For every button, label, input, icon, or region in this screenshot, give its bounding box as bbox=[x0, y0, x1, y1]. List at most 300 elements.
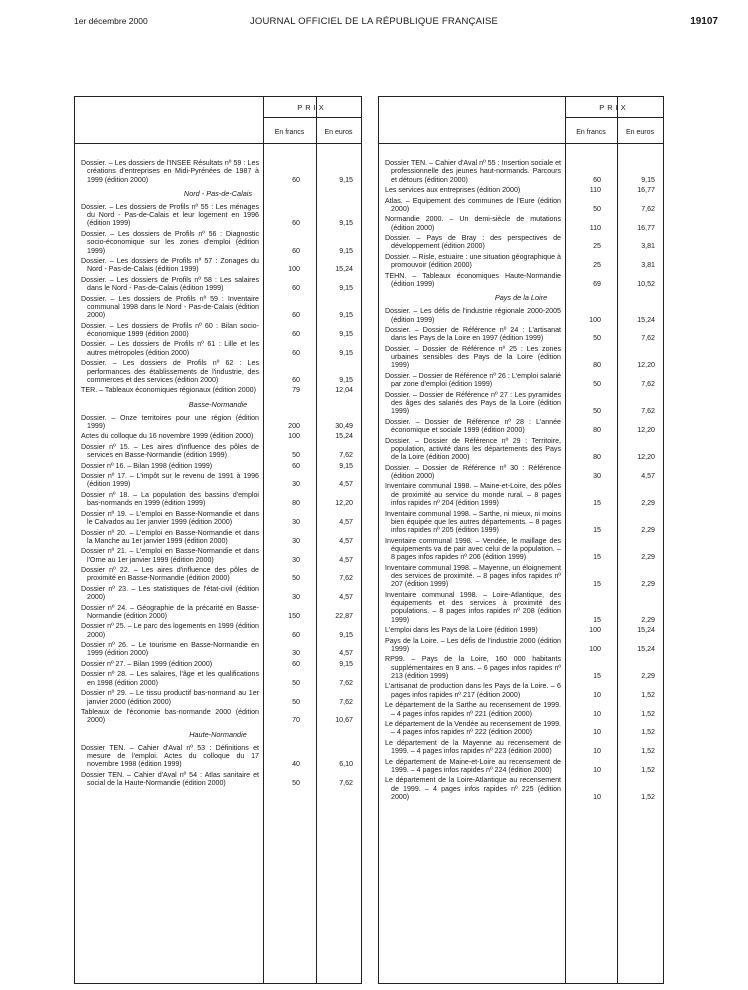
table-row bbox=[379, 418, 663, 435]
price-euros: 16,77 bbox=[637, 186, 655, 195]
publication-description bbox=[75, 462, 263, 470]
description-text: Dossier. – Dossier de Référence nº 26 : L'emploi salarié par zone d'emploi (édition 1999) bbox=[385, 371, 561, 389]
price-euros: 2,29 bbox=[641, 580, 655, 589]
publication-description bbox=[379, 591, 565, 624]
table-row bbox=[75, 295, 361, 320]
price-euros: 9,15 bbox=[641, 175, 655, 184]
publication-description bbox=[75, 230, 263, 255]
section-heading: Basse-Normandie bbox=[188, 399, 248, 409]
description-text: Inventaire communal 1998. – Vendée, le maillage des équipements va de pair avec celui de la population. – 8 pages infos rapides nº 206 (édition 1999) bbox=[385, 536, 561, 562]
description-text: L'emploi dans les Pays de la Loire (édition 1999) bbox=[385, 626, 538, 635]
description-text: Dossier. – Dossier de Référence nº 28 : L'année économique et sociale 1999 (édition 2000) bbox=[385, 417, 561, 435]
publication-description bbox=[75, 295, 263, 320]
price-francs: 50 bbox=[593, 407, 601, 416]
euros-header: En euros bbox=[324, 129, 353, 136]
price-francs: 10 bbox=[593, 709, 601, 718]
description-text: Dossier nº 28. – Les salaires, l'âge et les qualifications en 1998 (édition 2000) bbox=[81, 670, 259, 687]
description-text: Dossier nº 18. – La population des bassins d'emploi bas-normands en 1999 (édition 1999) bbox=[81, 490, 259, 508]
publication-description bbox=[75, 547, 263, 564]
price-francs: 15 bbox=[593, 499, 601, 508]
price-francs: 79 bbox=[292, 386, 300, 395]
publication-description bbox=[75, 276, 263, 293]
price-euros: 15,24 bbox=[637, 644, 655, 653]
price-euros: 3,81 bbox=[641, 242, 655, 251]
price-euros: 12,20 bbox=[637, 453, 655, 462]
description-text: Dossier nº 21. – L'emploi en Basse-Normandie et dans l'Orne au 1er janvier 1999 (édition 2000) bbox=[81, 547, 259, 564]
table-row bbox=[379, 591, 663, 624]
price-euros: 1,52 bbox=[641, 709, 655, 718]
description-text: TER. – Tableaux économiques régionaux (édition 2000) bbox=[81, 386, 256, 395]
table-row bbox=[379, 655, 663, 680]
description-text: Actes du colloque du 16 novembre 1999 (édition 2000) bbox=[81, 432, 254, 441]
description-text: Dossier. – Les dossiers de Profils nº 56 : Diagnostic socio-économique sur les zones d'emploi (édition 1999) bbox=[81, 229, 259, 255]
description-text: Dossier. – Les dossiers de Profils nº 58 : Les salaires dans le Nord - Pas-de-Calais (édition 1999) bbox=[81, 275, 259, 293]
price-euros: 9,15 bbox=[339, 175, 353, 184]
price-euros: 2,29 bbox=[641, 671, 655, 680]
publication-description bbox=[379, 197, 565, 214]
price-euros: 4,57 bbox=[339, 480, 353, 489]
price-euros: 12,20 bbox=[637, 361, 655, 370]
price-francs: 30 bbox=[292, 518, 300, 527]
header-divider bbox=[379, 143, 663, 144]
price-euros: 22,87 bbox=[335, 611, 353, 620]
publication-description bbox=[75, 604, 263, 621]
price-francs: 60 bbox=[292, 311, 300, 320]
price-euros: 9,15 bbox=[339, 659, 353, 668]
description-text: Dossier. – Les dossiers de Profils nº 61 : Lille et les autres métropoles (édition 2000) bbox=[81, 340, 259, 357]
price-euros: 4,57 bbox=[339, 593, 353, 602]
price-euros: 2,29 bbox=[641, 553, 655, 562]
prix-header: PRIX bbox=[599, 103, 629, 112]
publication-description bbox=[75, 529, 263, 546]
price-francs: 60 bbox=[292, 659, 300, 668]
table-row bbox=[75, 529, 361, 546]
publication-description bbox=[379, 272, 565, 289]
description-text: RP99. – Pays de la Loire, 160 000 habitants supplémentaires en 9 ans. – 6 pages infos rapides nº 213 (édition 1999) bbox=[385, 655, 561, 680]
publication-description bbox=[75, 386, 263, 394]
publication-description bbox=[75, 641, 263, 658]
description-text: Dossier nº 23. – Les statistiques de l'état-civil (édition 2000) bbox=[81, 584, 259, 602]
price-francs: 60 bbox=[292, 329, 300, 338]
price-euros: 2,29 bbox=[641, 615, 655, 624]
francs-header: En francs bbox=[274, 129, 305, 136]
publication-description bbox=[379, 482, 565, 507]
description-text: Dossier TEN. – Cahier d'Aval nº 55 : Insertion sociale et professionnelle des jeunes haut-normands. Parcours et détours (édition 2000) bbox=[385, 159, 561, 184]
table-row bbox=[75, 276, 361, 293]
price-euros: 10,67 bbox=[335, 716, 353, 725]
table-row bbox=[379, 701, 663, 718]
description-text: Dossier. – Les dossiers de Profils nº 57 : Zonages du Nord - Pas-de-Calais (édition 1999) bbox=[81, 257, 259, 274]
table-row bbox=[75, 670, 361, 687]
description-text: Dossier nº 16. – Bilan 1998 (édition 1999) bbox=[81, 461, 213, 470]
publication-description bbox=[75, 359, 263, 384]
price-francs: 10 bbox=[593, 690, 601, 699]
price-euros: 2,29 bbox=[641, 499, 655, 508]
publication-description bbox=[379, 234, 565, 251]
price-euros: 2,29 bbox=[641, 526, 655, 535]
publication-description bbox=[379, 510, 565, 535]
price-euros: 4,57 bbox=[641, 471, 655, 480]
price-euros: 10,52 bbox=[637, 279, 655, 288]
table-row bbox=[75, 641, 361, 658]
table-row bbox=[379, 326, 663, 343]
table-row bbox=[75, 472, 361, 489]
price-francs: 100 bbox=[589, 626, 601, 635]
price-euros: 15,24 bbox=[637, 626, 655, 635]
publication-description bbox=[75, 708, 263, 725]
description-text: Dossier. – Dossier de Référence nº 25 : Les zones urbaines sensibles des Pays de la Loire (édition 1999) bbox=[385, 344, 561, 370]
table-row bbox=[379, 197, 663, 214]
publication-description bbox=[379, 682, 565, 699]
publication-description bbox=[75, 566, 263, 583]
price-euros: 7,62 bbox=[641, 380, 655, 389]
publication-description bbox=[379, 391, 565, 416]
publication-description bbox=[75, 159, 263, 184]
price-euros: 1,52 bbox=[641, 690, 655, 699]
price-francs: 60 bbox=[593, 175, 601, 184]
price-francs: 50 bbox=[292, 678, 300, 687]
price-euros: 9,15 bbox=[339, 284, 353, 293]
publication-description bbox=[75, 660, 263, 668]
table-row bbox=[379, 510, 663, 535]
price-euros: 4,57 bbox=[339, 649, 353, 658]
price-euros: 7,62 bbox=[641, 407, 655, 416]
table-row bbox=[75, 386, 361, 394]
price-euros: 4,57 bbox=[339, 518, 353, 527]
price-euros: 7,62 bbox=[339, 778, 353, 787]
price-euros: 9,15 bbox=[339, 219, 353, 228]
publication-description bbox=[75, 414, 263, 431]
price-francs: 10 bbox=[593, 792, 601, 801]
table-row bbox=[75, 566, 361, 583]
price-francs: 60 bbox=[292, 284, 300, 293]
price-francs: 100 bbox=[288, 432, 300, 441]
description-text: Le département de la Vendée au recensement de 1999. – 4 pages infos rapides nº 222 (édition 2000) bbox=[385, 720, 561, 737]
publication-description bbox=[379, 701, 565, 718]
price-euros: 1,52 bbox=[641, 728, 655, 737]
table-row bbox=[75, 547, 361, 564]
table-row bbox=[379, 682, 663, 699]
table-row bbox=[75, 443, 361, 460]
price-euros: 6,10 bbox=[339, 760, 353, 769]
publication-description bbox=[379, 537, 565, 562]
description-text: Inventaire communal 1998. – Maine-et-Loire, des pôles de proximité au service du monde rural. – 8 pages infos rapides nº 204 (édition 1999) bbox=[385, 482, 561, 508]
price-euros: 7,62 bbox=[641, 204, 655, 213]
description-text: Dossier nº 29. – Le tissu productif bas-normand au 1er janvier 2000 (édition 2000) bbox=[81, 689, 259, 706]
price-euros: 7,62 bbox=[339, 678, 353, 687]
table-row bbox=[379, 372, 663, 389]
table-row bbox=[379, 234, 663, 251]
publication-description bbox=[75, 491, 263, 508]
price-euros: 12,20 bbox=[335, 499, 353, 508]
publication-description bbox=[75, 622, 263, 639]
publication-description bbox=[75, 585, 263, 602]
publication-description bbox=[379, 655, 565, 680]
price-euros: 9,15 bbox=[339, 246, 353, 255]
price-francs: 80 bbox=[292, 499, 300, 508]
price-francs: 50 bbox=[292, 574, 300, 583]
table-body bbox=[379, 159, 663, 803]
table-row bbox=[379, 564, 663, 589]
publication-description bbox=[379, 720, 565, 737]
description-text: Le département de la Loire-Atlantique au recensement de 1999. – 4 pages infos rapides nº 225 (édition 2000) bbox=[385, 776, 561, 801]
table-row bbox=[75, 359, 361, 384]
publication-description bbox=[379, 637, 565, 654]
table-row bbox=[379, 307, 663, 324]
price-table-left bbox=[74, 96, 362, 984]
price-euros: 7,62 bbox=[339, 451, 353, 460]
publication-description bbox=[379, 307, 565, 324]
page-number: 19107 bbox=[690, 16, 718, 27]
journal-title: JOURNAL OFFICIEL DE LA RÉPUBLIQUE FRANÇAISE bbox=[249, 16, 499, 27]
table-row bbox=[75, 322, 361, 339]
publication-description bbox=[379, 418, 565, 435]
price-francs: 30 bbox=[292, 480, 300, 489]
table-row bbox=[379, 464, 663, 481]
table-row bbox=[379, 637, 663, 654]
price-francs: 69 bbox=[593, 279, 601, 288]
section-heading: Pays de la Loire bbox=[494, 293, 548, 303]
section-heading: Nord - Pas-de-Calais bbox=[183, 188, 253, 198]
table-row bbox=[75, 230, 361, 255]
publication-description bbox=[379, 437, 565, 462]
publication-description bbox=[75, 771, 263, 788]
publication-description bbox=[379, 372, 565, 389]
price-euros: 1,52 bbox=[641, 765, 655, 774]
table-row bbox=[379, 345, 663, 370]
table-row bbox=[379, 776, 663, 801]
description-text: Dossier TEN. – Cahier d'Aval nº 54 : Atlas sanitaire et social de la Haute-Normandie (édition 2000) bbox=[81, 770, 259, 787]
publication-description bbox=[379, 776, 565, 801]
price-francs: 40 bbox=[292, 760, 300, 769]
description-text: Pays de la Loire. – Les défis de l'industrie 2000 (édition 1999) bbox=[385, 636, 561, 653]
price-euros: 9,15 bbox=[339, 630, 353, 639]
description-text: Dossier. – Pays de Bray : des perspectives de développement (édition 2000) bbox=[385, 234, 561, 251]
price-francs: 60 bbox=[292, 175, 300, 184]
header-divider bbox=[565, 117, 663, 118]
publication-description bbox=[75, 689, 263, 706]
table-row bbox=[75, 604, 361, 621]
table-row bbox=[379, 391, 663, 416]
table-row bbox=[379, 186, 663, 194]
price-francs: 50 bbox=[292, 778, 300, 787]
table-row bbox=[75, 203, 361, 228]
price-francs: 60 bbox=[292, 630, 300, 639]
price-francs: 100 bbox=[288, 265, 300, 274]
price-francs: 50 bbox=[292, 697, 300, 706]
description-text: Dossier nº 26. – Le tourisme en Basse-Normandie en 1999 (édition 2000) bbox=[81, 641, 259, 658]
description-text: Le département de la Mayenne au recensement de 1999. – 4 pages infos rapides nº 223 (édition 2000) bbox=[385, 738, 561, 756]
price-euros: 15,24 bbox=[637, 315, 655, 324]
publication-description bbox=[75, 510, 263, 527]
description-text: Inventaire communal 1998. – Mayenne, un éloignement des services de proximité. – 8 pages infos rapides nº 207 (édition 1999) bbox=[385, 563, 561, 589]
description-text: Atlas. – Equipement des communes de l'Eure (édition 2000) bbox=[385, 196, 561, 213]
table-row bbox=[75, 689, 361, 706]
description-text: Les services aux entreprises (édition 2000) bbox=[385, 186, 521, 195]
page-header bbox=[0, 16, 748, 32]
price-francs: 10 bbox=[593, 765, 601, 774]
price-euros: 15,24 bbox=[335, 265, 353, 274]
price-francs: 60 bbox=[292, 461, 300, 470]
description-text: Inventaire communal 1998. – Loire-Atlantique, des équipements et des services à proximité des populations. – 8 pages infos rapides nº 208 (édition 1999) bbox=[385, 590, 561, 624]
publication-description bbox=[75, 443, 263, 460]
price-francs: 100 bbox=[589, 644, 601, 653]
description-text: Dossier nº 17. – L'impôt sur le revenu de 1991 à 1996 (édition 1999) bbox=[81, 472, 259, 489]
description-text: Inventaire communal 1998. – Sarthe, ni mieux, ni moins bien équipée que les autres départements. – 8 pages infos rapides nº 205 (édition 1999) bbox=[385, 509, 561, 535]
header-date: 1er décembre 2000 bbox=[74, 16, 148, 26]
description-text: Tableaux de l'économie bas-normande 2000 (édition 2000) bbox=[81, 708, 259, 725]
price-francs: 100 bbox=[589, 315, 601, 324]
description-text: Dossier. – Dossier de Référence nº 30 : Référence (édition 2000) bbox=[385, 463, 561, 480]
price-francs: 50 bbox=[292, 451, 300, 460]
publication-description bbox=[75, 203, 263, 228]
price-francs: 110 bbox=[589, 223, 601, 232]
publication-description bbox=[379, 758, 565, 775]
price-euros: 9,15 bbox=[339, 329, 353, 338]
publication-description bbox=[379, 159, 565, 184]
price-francs: 200 bbox=[288, 421, 300, 430]
publication-description bbox=[75, 257, 263, 274]
description-text: Dossier nº 24. – Géographie de la précarité en Basse-Normandie (édition 2000) bbox=[81, 603, 259, 620]
table-row bbox=[75, 510, 361, 527]
description-text: Dossier. – Dossier de Référence nº 29 : Territoire, population, activité dans les départements des Pays de la Loire (édition 2000) bbox=[385, 436, 561, 462]
table-row bbox=[75, 340, 361, 357]
price-euros: 9,15 bbox=[339, 461, 353, 470]
publication-description bbox=[75, 322, 263, 339]
price-francs: 70 bbox=[292, 716, 300, 725]
price-francs: 150 bbox=[288, 611, 300, 620]
price-francs: 60 bbox=[292, 219, 300, 228]
table-row bbox=[75, 414, 361, 431]
publication-description bbox=[75, 472, 263, 489]
publication-description bbox=[379, 326, 565, 343]
price-francs: 30 bbox=[292, 649, 300, 658]
francs-header: En francs bbox=[576, 129, 606, 136]
price-euros: 4,57 bbox=[339, 536, 353, 545]
publication-description bbox=[75, 432, 263, 440]
description-text: Dossier. – Les défis de l'industrie régionale 2000-2005 (édition 1999) bbox=[385, 307, 561, 324]
price-table-right bbox=[378, 96, 664, 984]
prix-header: PRIX bbox=[297, 103, 327, 112]
table-row bbox=[75, 257, 361, 274]
table-row bbox=[75, 771, 361, 788]
description-text: Dossier. – Les dossiers de Profils nº 55 : Les ménages du Nord - Pas-de-Calais et leur logement en 1996 (édition 1999) bbox=[81, 202, 259, 228]
description-text: Dossier nº 25. – Le parc des logements en 1999 (édition 2000) bbox=[81, 622, 259, 639]
price-euros: 12,20 bbox=[637, 426, 655, 435]
table-row bbox=[379, 437, 663, 462]
price-francs: 15 bbox=[593, 553, 601, 562]
price-francs: 30 bbox=[292, 555, 300, 564]
publication-description bbox=[75, 744, 263, 769]
description-text: Dossier. – Les dossiers de l'INSEE Résultats nº 59 : Les créations d'entreprises en Midi-Pyrénées de 1987 à 1999 (édition 2000) bbox=[81, 159, 259, 184]
description-text: L'artisanat de production dans les Pays de la Loire. – 6 pages infos rapides nº 217 (édition 2000) bbox=[385, 682, 561, 699]
price-euros: 7,62 bbox=[339, 574, 353, 583]
table-row bbox=[379, 253, 663, 270]
price-euros: 1,52 bbox=[641, 747, 655, 756]
description-text: Dossier. – Dossier de Référence nº 27 : Les pyramides des âges des salariés des Pays de la Loire (édition 1999) bbox=[385, 390, 561, 416]
price-euros: 9,15 bbox=[339, 311, 353, 320]
publication-description bbox=[379, 464, 565, 481]
euros-header: En euros bbox=[625, 129, 655, 136]
table-row bbox=[75, 585, 361, 602]
publication-description bbox=[75, 340, 263, 357]
price-euros: 9,15 bbox=[339, 348, 353, 357]
price-francs: 15 bbox=[593, 615, 601, 624]
price-francs: 30 bbox=[292, 536, 300, 545]
price-euros: 12,04 bbox=[335, 386, 353, 395]
description-text: Dossier nº 27. – Bilan 1999 (édition 2000) bbox=[81, 659, 213, 668]
publication-description bbox=[379, 739, 565, 756]
price-francs: 15 bbox=[593, 580, 601, 589]
price-francs: 15 bbox=[593, 671, 601, 680]
price-francs: 10 bbox=[593, 728, 601, 737]
price-francs: 25 bbox=[593, 242, 601, 251]
table-row bbox=[379, 215, 663, 232]
description-text: Le département de la Sarthe au recensement de 1999. – 4 pages infos rapides nº 221 (édition 2000) bbox=[385, 701, 561, 718]
description-text: Dossier. – Risle, estuaire : une situation géographique à promouvoir (édition 2000) bbox=[385, 252, 561, 270]
table-row bbox=[75, 462, 361, 470]
price-euros: 9,15 bbox=[339, 375, 353, 384]
publication-description bbox=[379, 215, 565, 232]
price-francs: 25 bbox=[593, 261, 601, 270]
description-text: Dossier. – Onze territoires pour une région (édition 1999) bbox=[81, 413, 259, 430]
description-text: Dossier. – Dossier de Référence nº 24 : L'artisanat dans les Pays de la Loire en 1997 (édition 1999) bbox=[385, 326, 561, 343]
table-row bbox=[379, 159, 663, 184]
table-row bbox=[379, 272, 663, 289]
table-row bbox=[379, 758, 663, 775]
table-row bbox=[75, 622, 361, 639]
price-euros: 16,77 bbox=[637, 223, 655, 232]
price-francs: 110 bbox=[589, 186, 601, 195]
price-francs: 80 bbox=[593, 361, 601, 370]
table-row bbox=[75, 491, 361, 508]
price-francs: 60 bbox=[292, 348, 300, 357]
price-francs: 15 bbox=[593, 526, 601, 535]
description-text: Dossier nº 15. – Les aires d'influence des pôles de services en Basse-Normandie (édition 1999) bbox=[81, 442, 259, 460]
price-francs: 30 bbox=[593, 471, 601, 480]
description-text: Dossier nº 20. – L'emploi en Basse-Normandie et dans la Manche au 1er janvier 1999 (édition 2000) bbox=[81, 528, 259, 545]
table-row bbox=[75, 660, 361, 668]
table-row bbox=[379, 626, 663, 634]
description-text: Dossier TEN. – Cahier d'Aval nº 53 : Définitions et mesure de l'emploi. Actes du colloque du 17 novembre 1998 (édition 1999) bbox=[81, 743, 259, 769]
publication-description bbox=[379, 345, 565, 370]
table-body bbox=[75, 159, 361, 789]
header-divider bbox=[263, 117, 361, 118]
price-francs: 60 bbox=[292, 246, 300, 255]
price-francs: 80 bbox=[593, 426, 601, 435]
price-euros: 4,57 bbox=[339, 555, 353, 564]
section-heading: Haute-Normandie bbox=[189, 729, 247, 739]
publication-description bbox=[379, 253, 565, 270]
description-text: TEHN. – Tableaux économiques Haute-Normandie (édition 1999) bbox=[385, 271, 561, 288]
price-euros: 15,24 bbox=[335, 432, 353, 441]
table-row bbox=[75, 708, 361, 725]
description-text: Dossier nº 19. – L'emploi en Basse-Normandie et dans le Calvados au 1er janvier 1999 (édition 2000) bbox=[81, 509, 259, 527]
price-francs: 50 bbox=[593, 334, 601, 343]
table-row bbox=[75, 744, 361, 769]
publication-description bbox=[379, 186, 565, 194]
publication-description bbox=[379, 626, 565, 634]
table-row bbox=[379, 739, 663, 756]
price-euros: 1,52 bbox=[641, 792, 655, 801]
description-text: Le département de Maine-et-Loire au recensement de 1999. – 4 pages infos rapides nº 224 (édition 2000) bbox=[385, 757, 561, 774]
table-row bbox=[75, 432, 361, 440]
publication-description bbox=[75, 670, 263, 687]
price-francs: 10 bbox=[593, 747, 601, 756]
price-francs: 50 bbox=[593, 204, 601, 213]
table-row bbox=[379, 720, 663, 737]
description-text: Dossier. – Les dossiers de Profils nº 60 : Bilan socio-économique 1999 (édition 2000) bbox=[81, 321, 259, 338]
